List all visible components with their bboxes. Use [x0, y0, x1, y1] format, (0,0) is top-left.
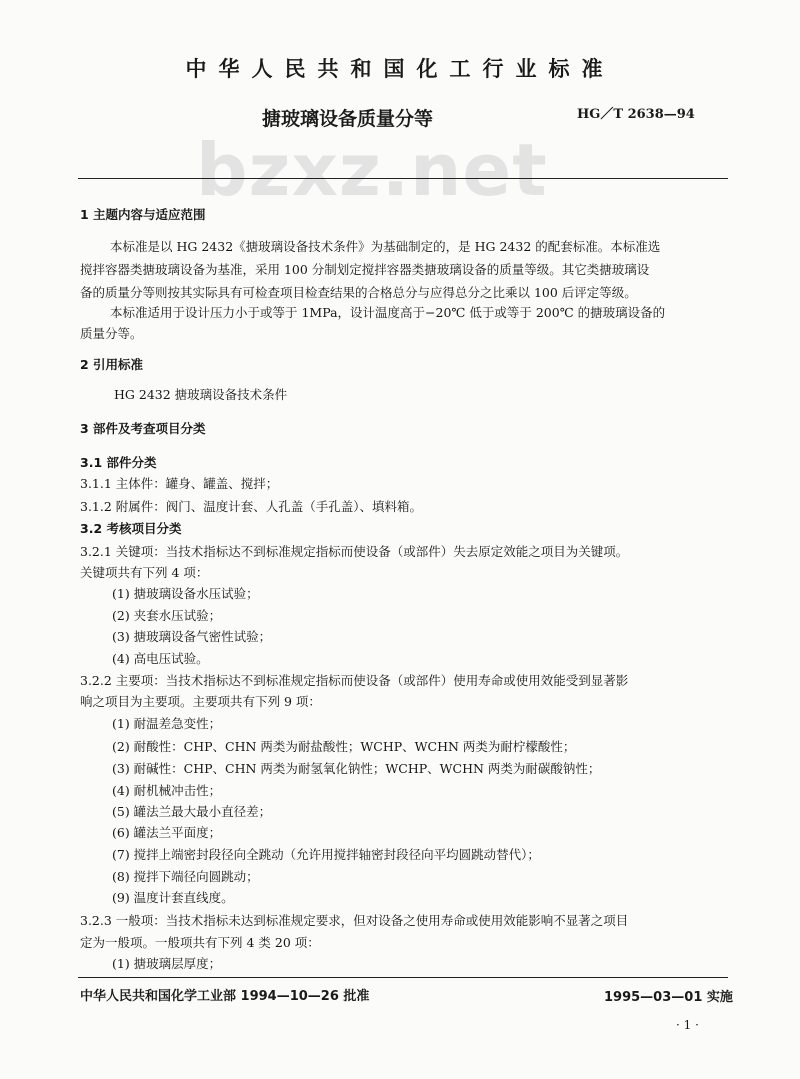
list-item: (5) 罐法兰最大最小直径差；	[112, 804, 272, 819]
list-item: (3) 耐碱性：CHP、CHN 两类为耐氢氧化钠性；WCHP、WCHN 两类为耐碳酸钠性；	[112, 761, 601, 776]
referenced-standard: HG 2432 搪玻璃设备技术条件	[114, 387, 288, 402]
clause-3-2-3-cont: 定为一般项。一般项共有下列 4 类 20 项：	[80, 935, 320, 950]
list-item: (2) 夹套水压试验；	[112, 608, 222, 623]
header-rule	[78, 178, 728, 179]
s1-paragraph-line: 备的质量分等则按其实际具有可检查项目检查结果的合格总分与应得总分之比乘以 100 后评定等级。	[80, 285, 637, 300]
list-item: (2) 耐酸性：CHP、CHN 两类为耐盐酸性；WCHP、WCHN 两类为耐柠檬酸性；	[112, 739, 576, 754]
clause-3-2-3: 3.2.3 一般项：当技术指标未达到标准规定要求，但对设备之使用寿命或使用效能影响不显著之项目	[80, 913, 629, 928]
subsection-3-2: 3.2 考核项目分类	[80, 521, 182, 536]
subsection-3-1: 3.1 部件分类	[80, 455, 157, 470]
section-2-heading: 2 引用标准	[80, 357, 144, 372]
clause-3-2-2: 3.2.2 主要项：当技术指标达不到标准规定指标而使设备（或部件）使用寿命或使用效能受到显著影	[80, 673, 629, 688]
list-item: (4) 高电压试验。	[112, 651, 209, 666]
list-item: (7) 搅拌上端密封段径向全跳动（允许用搅拌轴密封段径向平均圆跳动替代）；	[112, 847, 540, 862]
approval-note: 中华人民共和国化学工业部 1994—10—26 批准	[80, 989, 370, 1004]
clause-3-1-1: 3.1.1 主体件：罐身、罐盖、搅拌；	[80, 476, 279, 491]
implementation-date: 1995—03—01 实施	[604, 990, 733, 1005]
s1-paragraph-line: 本标准适用于设计压力小于或等于 1MPa，设计温度高于−20℃ 低于或等于 200℃ 的搪玻璃设备的	[110, 305, 666, 320]
clause-3-1-2: 3.1.2 附属件：阀门、温度计套、人孔盖（手孔盖）、填料箱。	[80, 499, 423, 514]
clause-3-2-1: 3.2.1 关键项：当技术指标达不到标准规定指标而使设备（或部件）失去原定效能之项目为关键项。	[80, 544, 629, 559]
document-title: 搪玻璃设备质量分等	[262, 108, 434, 130]
s1-paragraph-line: 本标准是以 HG 2432《搪玻璃设备技术条件》为基础制定的，是 HG 2432 的配套标准。本标准选	[110, 239, 661, 254]
list-item: (3) 搪玻璃设备气密性试验；	[112, 629, 272, 644]
watermark: bzxz.net	[196, 128, 548, 212]
standard-header: 中华人民共和国化工行业标准	[185, 57, 615, 81]
page-number: · 1 ·	[676, 1018, 699, 1032]
list-item: (1) 搪玻璃设备水压试验；	[112, 586, 259, 601]
clause-3-2-1-cont: 关键项共有下列 4 项：	[80, 565, 209, 580]
list-item: (1) 耐温差急变性；	[112, 716, 222, 731]
clause-3-2-2-cont: 响之项目为主要项。主要项共有下列 9 项：	[80, 694, 321, 709]
s1-paragraph-line: 搅拌容器类搪玻璃设备为基准，采用 100 分制划定搅拌容器类搪玻璃设备的质量等级。其它类搪玻璃设	[80, 262, 650, 277]
list-item: (6) 罐法兰平面度；	[112, 825, 222, 840]
footer-rule	[78, 977, 728, 978]
list-item: (8) 搅拌下端径向圆跳动；	[112, 869, 259, 884]
document-code: HG／T 2638—94	[577, 107, 695, 122]
list-item: (9) 温度计套直线度。	[112, 890, 234, 905]
s1-paragraph-line: 质量分等。	[80, 326, 143, 341]
list-item: (4) 耐机械冲击性；	[112, 783, 222, 798]
list-item: (1) 搪玻璃层厚度；	[112, 956, 222, 971]
section-3-heading: 3 部件及考查项目分类	[80, 421, 206, 436]
section-1-heading: 1 主题内容与适应范围	[80, 207, 206, 222]
